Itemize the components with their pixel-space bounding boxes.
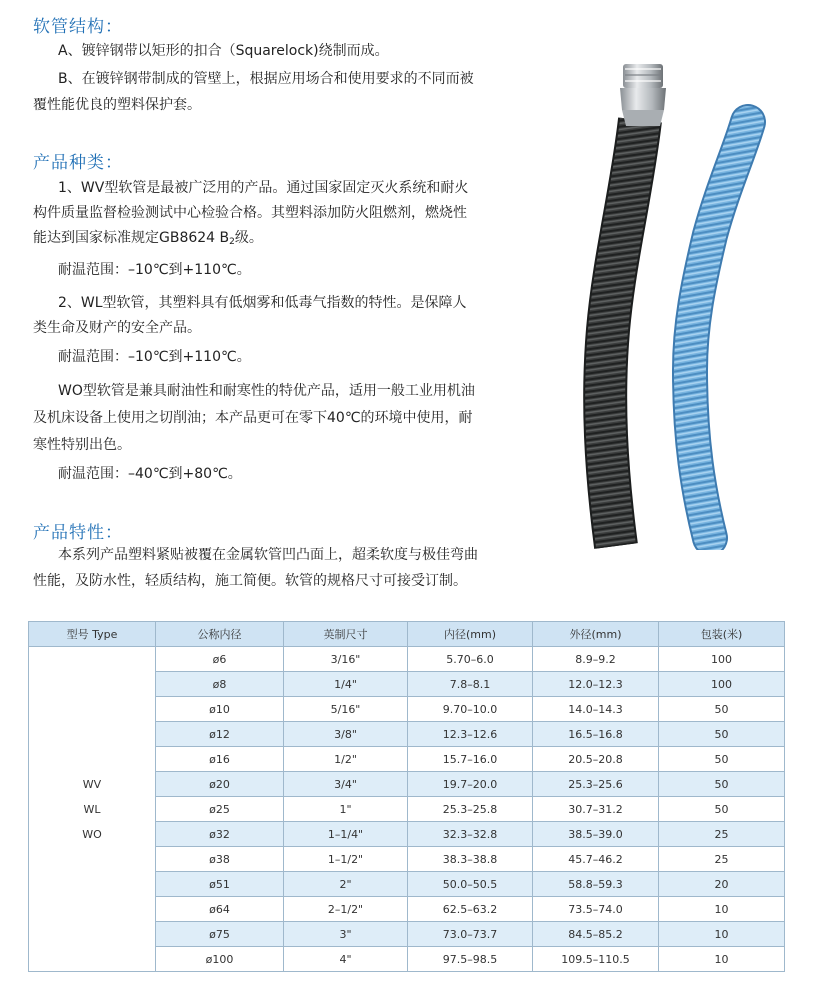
cell-inch: 1" bbox=[284, 797, 408, 822]
cell-inner: 97.5–98.5 bbox=[408, 947, 533, 972]
header-pack: 包装(米) bbox=[659, 622, 785, 647]
wv-line-3-tail: 级。 bbox=[234, 230, 263, 246]
cell-inner: 38.3–38.8 bbox=[408, 847, 533, 872]
cell-outer: 8.9–9.2 bbox=[533, 647, 659, 672]
table-body bbox=[29, 647, 785, 972]
type-label: WO bbox=[82, 827, 102, 841]
cell-inner: 25.3–25.8 bbox=[408, 797, 533, 822]
cell-outer: 25.3–25.6 bbox=[533, 772, 659, 797]
wv-line-1: 1、WV型软管是最被广泛用的产品。通过国家固定灭火系统和耐火 bbox=[58, 180, 469, 196]
spec-table bbox=[28, 621, 785, 972]
cell-inch: 2" bbox=[284, 872, 408, 897]
cell-inner: 32.3–32.8 bbox=[408, 822, 533, 847]
type-label: WV bbox=[82, 777, 102, 791]
cell-nominal: ø64 bbox=[156, 897, 284, 922]
wo-line-2: 及机床设备上使用之切削油；本产品更可在零下40℃的环境中使用，耐 bbox=[33, 410, 473, 426]
wl-temp-range: 耐温范围：–10℃到+110℃。 bbox=[58, 349, 251, 365]
wl-line-2: 类生命及财产的安全产品。 bbox=[33, 320, 201, 336]
cell-pack: 50 bbox=[659, 747, 785, 772]
cell-outer: 20.5–20.8 bbox=[533, 747, 659, 772]
cell-inch: 3/8" bbox=[284, 722, 408, 747]
cell-nominal: ø12 bbox=[156, 722, 284, 747]
cell-nominal: ø51 bbox=[156, 872, 284, 897]
wo-temp-range: 耐温范围：–40℃到+80℃。 bbox=[58, 466, 242, 482]
cell-outer: 73.5–74.0 bbox=[533, 897, 659, 922]
type-label: WL bbox=[83, 802, 101, 816]
wo-line-1: WO型软管是兼具耐油性和耐寒性的特优产品，适用一般工业用机油 bbox=[58, 383, 475, 399]
cell-pack: 100 bbox=[659, 672, 785, 697]
features-line-1: 本系列产品塑料紧贴被覆在金属软管凹凸面上，超柔软度与极佳弯曲 bbox=[58, 547, 478, 563]
cell-nominal: ø100 bbox=[156, 947, 284, 972]
cell-outer: 45.7–46.2 bbox=[533, 847, 659, 872]
wv-temp-range: 耐温范围：–10℃到+110℃。 bbox=[58, 262, 251, 278]
cell-inch: 3/4" bbox=[284, 772, 408, 797]
cell-pack: 25 bbox=[659, 822, 785, 847]
cell-inner: 73.0–73.7 bbox=[408, 922, 533, 947]
structure-line-b2: 覆性能优良的塑料保护套。 bbox=[33, 97, 201, 113]
cell-inch: 5/16" bbox=[284, 697, 408, 722]
cell-pack: 100 bbox=[659, 647, 785, 672]
structure-line-a: A、镀锌钢带以矩形的扣合（Squarelock)绕制而成。 bbox=[58, 43, 389, 59]
cell-outer: 58.8–59.3 bbox=[533, 872, 659, 897]
cell-pack: 10 bbox=[659, 947, 785, 972]
cell-outer: 84.5–85.2 bbox=[533, 922, 659, 947]
black-hose bbox=[605, 120, 640, 546]
cell-outer: 14.0–14.3 bbox=[533, 697, 659, 722]
cell-pack: 50 bbox=[659, 697, 785, 722]
header-inch: 英制尺寸 bbox=[284, 622, 408, 647]
cell-inner: 9.70–10.0 bbox=[408, 697, 533, 722]
cell-inner: 12.3–12.6 bbox=[408, 722, 533, 747]
header-inner: 内径(mm) bbox=[408, 622, 533, 647]
cell-inner: 19.7–20.0 bbox=[408, 772, 533, 797]
header-outer: 外径(mm) bbox=[533, 622, 659, 647]
header-nominal: 公称内径 bbox=[156, 622, 284, 647]
features-heading: 产品特性： bbox=[33, 523, 123, 543]
cell-pack: 10 bbox=[659, 922, 785, 947]
cell-pack: 10 bbox=[659, 897, 785, 922]
cell-outer: 109.5–110.5 bbox=[533, 947, 659, 972]
cell-outer: 16.5–16.8 bbox=[533, 722, 659, 747]
table-header-row bbox=[29, 622, 785, 647]
cell-nominal: ø25 bbox=[156, 797, 284, 822]
cell-nominal: ø16 bbox=[156, 747, 284, 772]
cell-nominal: ø10 bbox=[156, 697, 284, 722]
cell-inch: 1–1/4" bbox=[284, 822, 408, 847]
cell-pack: 25 bbox=[659, 847, 785, 872]
cell-inch: 1–1/2" bbox=[284, 847, 408, 872]
cell-inner: 15.7–16.0 bbox=[408, 747, 533, 772]
cell-nominal: ø20 bbox=[156, 772, 284, 797]
cell-nominal: ø38 bbox=[156, 847, 284, 872]
cell-inch: 3" bbox=[284, 922, 408, 947]
cell-pack: 20 bbox=[659, 872, 785, 897]
types-heading: 产品种类： bbox=[33, 153, 123, 173]
wl-line-1: 2、WL型软管，其塑料具有低烟雾和低毒气指数的特性。是保障人 bbox=[58, 295, 467, 311]
cell-inner: 5.70–6.0 bbox=[408, 647, 533, 672]
cell-pack: 50 bbox=[659, 722, 785, 747]
cell-outer: 12.0–12.3 bbox=[533, 672, 659, 697]
cell-inch: 3/16" bbox=[284, 647, 408, 672]
cell-inner: 62.5–63.2 bbox=[408, 897, 533, 922]
cell-inch: 1/2" bbox=[284, 747, 408, 772]
wv-line-3-text: 能达到国家标准规定GB8624 B bbox=[33, 230, 230, 246]
cell-inner: 50.0–50.5 bbox=[408, 872, 533, 897]
cell-nominal: ø75 bbox=[156, 922, 284, 947]
cell-pack: 50 bbox=[659, 797, 785, 822]
cell-inner: 7.8–8.1 bbox=[408, 672, 533, 697]
cell-nominal: ø8 bbox=[156, 672, 284, 697]
cell-outer: 30.7–31.2 bbox=[533, 797, 659, 822]
hose-product-image bbox=[570, 60, 770, 550]
cell-outer: 38.5–39.0 bbox=[533, 822, 659, 847]
features-line-2: 性能，及防水性，轻质结构，施工简便。软管的规格尺寸可接受订制。 bbox=[33, 573, 467, 589]
connector-fitting bbox=[620, 64, 666, 126]
header-type: 型号 Type bbox=[29, 622, 156, 647]
wv-line-2: 构件质量监督检验测试中心检验合格。其塑料添加防火阻燃剂，燃烧性 bbox=[33, 205, 467, 221]
wv-line-3-subscript: 2 bbox=[229, 237, 235, 247]
cell-pack: 50 bbox=[659, 772, 785, 797]
blue-hose bbox=[690, 122, 748, 538]
table-row bbox=[29, 647, 785, 672]
wo-line-3: 寒性特别出色。 bbox=[33, 437, 131, 453]
cell-inch: 2–1/2" bbox=[284, 897, 408, 922]
structure-heading: 软管结构： bbox=[33, 17, 123, 37]
type-cell bbox=[29, 647, 156, 972]
cell-nominal: ø6 bbox=[156, 647, 284, 672]
cell-nominal: ø32 bbox=[156, 822, 284, 847]
cell-inch: 4" bbox=[284, 947, 408, 972]
cell-inch: 1/4" bbox=[284, 672, 408, 697]
wv-line-3 bbox=[33, 228, 263, 252]
structure-line-b1: B、在镀锌钢带制成的管壁上，根据应用场合和使用要求的不同而被 bbox=[58, 71, 474, 87]
